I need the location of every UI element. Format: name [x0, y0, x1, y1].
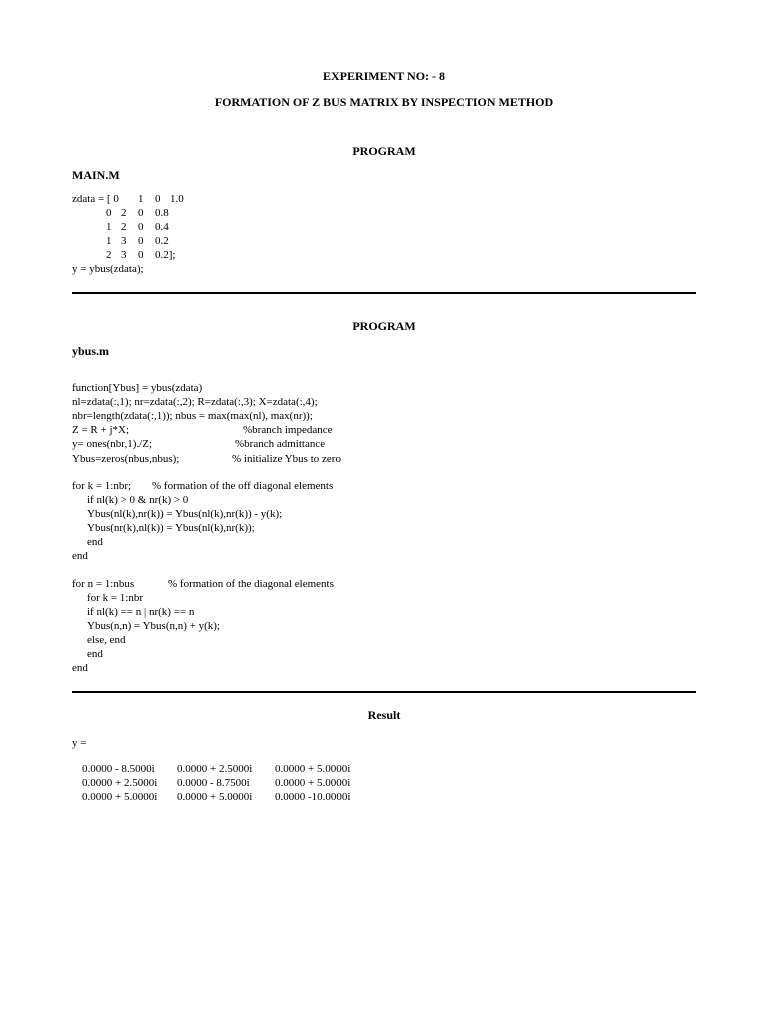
- code-line: function[Ybus] = ybus(zdata): [72, 382, 203, 394]
- code-token: 0.4: [155, 221, 169, 233]
- code-comment: % initialize Ybus to zero: [232, 453, 341, 465]
- result-label: y =: [72, 737, 87, 749]
- code-line: Ybus(nl(k),nr(k)) = Ybus(nl(k),nr(k)) - y(k);: [87, 508, 283, 520]
- code-token: 1: [106, 235, 112, 247]
- section-divider: [72, 691, 696, 693]
- code-token: 1.0: [170, 193, 184, 205]
- code-comment: % formation of the diagonal elements: [168, 578, 334, 590]
- code-token: 0: [106, 207, 112, 219]
- document-title: FORMATION OF Z BUS MATRIX BY INSPECTION METHOD: [214, 95, 554, 109]
- matrix-cell: 0.0000 + 2.5000i: [82, 777, 158, 789]
- matrix-cell: 0.0000 + 5.0000i: [177, 791, 253, 803]
- code-line: end: [87, 648, 103, 660]
- code-token: 2: [121, 221, 127, 233]
- code-comment: % formation of the off diagonal elements: [152, 480, 334, 492]
- code-token: 3: [121, 249, 127, 261]
- code-line: if nl(k) > 0 & nr(k) > 0: [87, 494, 189, 506]
- code-token: zdata = [ 0: [72, 193, 119, 205]
- code-line: for k = 1:nbr;: [72, 480, 132, 492]
- code-line: for k = 1:nbr: [87, 592, 143, 604]
- matrix-cell: 0.0000 + 2.5000i: [177, 763, 253, 775]
- code-token: 3: [121, 235, 127, 247]
- program-heading-main: PROGRAM: [352, 144, 416, 158]
- code-token: 0.2];: [155, 249, 176, 261]
- code-token: 1: [106, 221, 112, 233]
- code-line: end: [72, 550, 88, 562]
- code-line: y = ybus(zdata);: [72, 263, 144, 275]
- main-file-name: MAIN.M: [72, 168, 120, 182]
- code-line: else, end: [87, 634, 126, 646]
- section-divider: [72, 292, 696, 294]
- matrix-cell: 0.0000 - 8.7500i: [177, 777, 250, 789]
- code-line: nl=zdata(:,1); nr=zdata(:,2); R=zdata(:,3); X=zdata(:,4);: [72, 396, 318, 408]
- code-line: Ybus=zeros(nbus,nbus);: [72, 453, 180, 465]
- code-line: nbr=length(zdata(:,1)); nbus = max(max(nl), max(nr));: [72, 410, 313, 422]
- code-line: end: [72, 662, 88, 674]
- code-token: 2: [121, 207, 127, 219]
- matrix-cell: 0.0000 + 5.0000i: [275, 777, 351, 789]
- code-token: 0: [138, 235, 144, 247]
- ybus-file-name: ybus.m: [72, 344, 110, 358]
- experiment-number: EXPERIMENT NO: - 8: [322, 69, 446, 83]
- program-heading-ybus: PROGRAM: [352, 319, 416, 333]
- matrix-cell: 0.0000 + 5.0000i: [275, 763, 351, 775]
- matrix-cell: 0.0000 -10.0000i: [275, 791, 351, 803]
- code-line: Ybus(n,n) = Ybus(n,n) + y(k);: [87, 620, 220, 632]
- code-line: y= ones(nbr,1)./Z;: [72, 438, 152, 450]
- code-line: end: [87, 536, 103, 548]
- code-token: 0.8: [155, 207, 169, 219]
- code-line: Z = R + j*X;: [72, 424, 130, 436]
- matrix-cell: 0.0000 + 5.0000i: [82, 791, 158, 803]
- result-heading: Result: [367, 708, 401, 722]
- code-token: 0: [155, 193, 161, 205]
- code-comment: %branch admittance: [235, 438, 326, 450]
- code-line: if nl(k) == n | nr(k) == n: [87, 606, 195, 618]
- matrix-cell: 0.0000 - 8.5000i: [82, 763, 155, 775]
- code-token: 0: [138, 221, 144, 233]
- code-token: 2: [106, 249, 112, 261]
- code-comment: %branch impedance: [243, 424, 333, 436]
- code-line: Ybus(nr(k),nl(k)) = Ybus(nl(k),nr(k));: [87, 522, 255, 534]
- code-token: 0: [138, 207, 144, 219]
- code-line: for n = 1:nbus: [72, 578, 135, 590]
- code-token: 0: [138, 249, 144, 261]
- code-token: 1: [138, 193, 144, 205]
- code-token: 0.2: [155, 235, 169, 247]
